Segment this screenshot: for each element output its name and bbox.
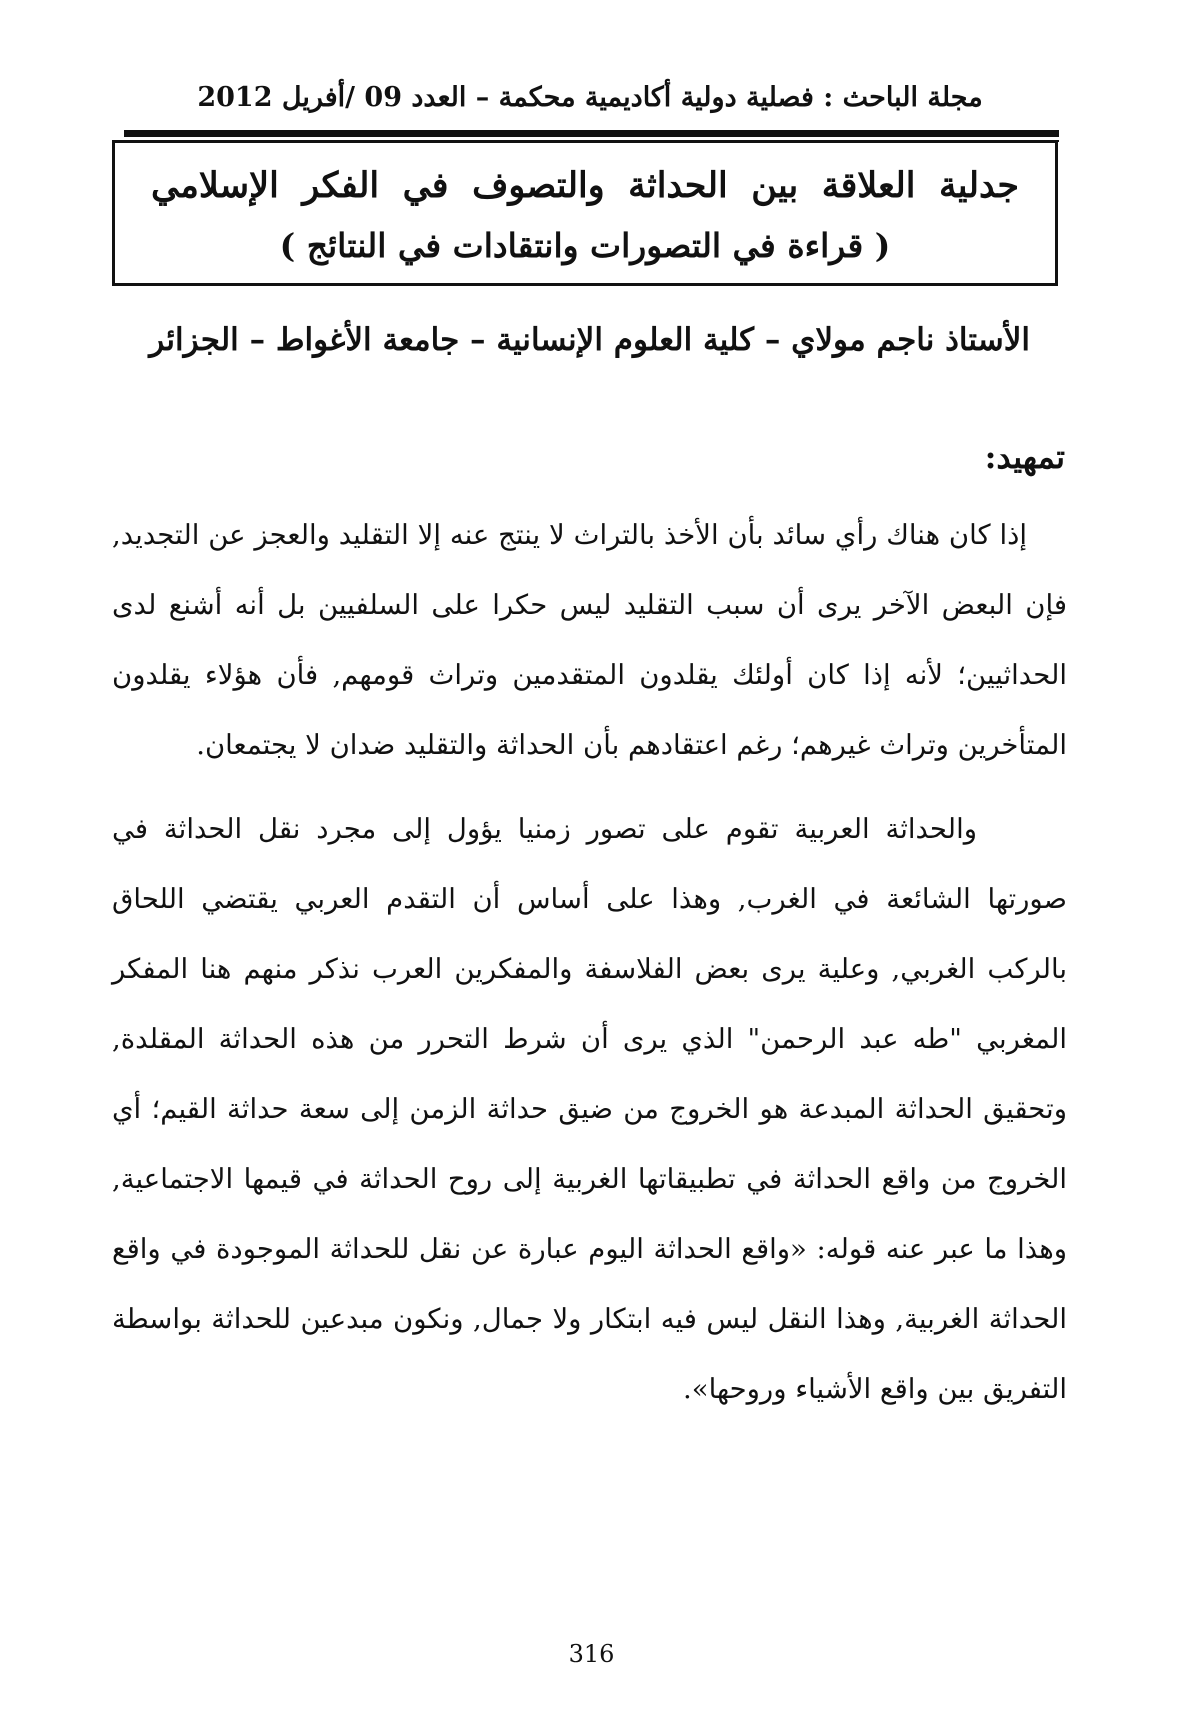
journal-header: مجلة الباحث : فصلية دولية أكاديمية محكمة – العدد 09 /أفريل 2012 bbox=[197, 82, 983, 113]
paragraph: والحداثة العربية تقوم على تصور زمنيا يؤول إلى مجرد نقل الحداثة في صورتها الشائعة في الغرب, وهذا على أساس أن التقدم العربي يقتضي اللحاق بالركب الغربي, وعلية يرى بعض الفلاسفة والمفكرين العرب نذكر منهم هنا المفكر المغربي "طه عبد الرحمن" الذي يرى أن شرط التحرر من هذه الحداثة المقلدة, وتحقيق الحداثة المبدعة هو الخروج من ضيق حداثة الزمن إلى سعة حداثة القيم؛ أي الخروج من واقع الحداثة في تطبيقاتها الغربية إلى روح الحداثة في قيمها الاجتماعية, وهذا ما عبر عنه قوله: «واقع الحداثة اليوم عبارة عن نقل للحداثة الموجودة في واقع الحداثة الغربية, وهذا النقل ليس فيه ابتكار ولا جمال, ونكون مبدعين للحداثة بواسطة التفريق بين واقع الأشياء وروحها». bbox=[112, 813, 1067, 1405]
paragraph: إذا كان هناك رأي سائد بأن الأخذ بالتراث لا ينتج عنه إلا التقليد والعجز عن التجديد, فإن البعض الآخر يرى أن سبب التقليد ليس حكرا على السلفيين بل أنه أشنع لدى الحداثيين؛ لأنه إذا كان أولئك يقلدون المتقدمين وتراث قومهم, فأن هؤلاء يقلدون المتأخرين وتراث غيرهم؛ رغم اعتقادهم بأن الحداثة والتقليد ضدان لا يجتمعان. bbox=[112, 519, 1067, 761]
page-number: 316 bbox=[568, 1640, 615, 1668]
section-heading: تمهيد: bbox=[984, 438, 1065, 476]
author-affiliation: الأستاذ ناجم مولاي – كلية العلوم الإنسانية – جامعة الأغواط – الجزائر bbox=[149, 322, 1030, 358]
article-subtitle: ( قراءة في التصورات وانتقادات في النتائج ) bbox=[279, 226, 891, 265]
title-box bbox=[112, 140, 1058, 286]
body-text bbox=[112, 500, 1067, 1438]
article-title: جدلية العلاقة بين الحداثة والتصوف في الفكر الإسلامي bbox=[151, 165, 1019, 206]
header-rule-thick bbox=[124, 130, 1059, 137]
